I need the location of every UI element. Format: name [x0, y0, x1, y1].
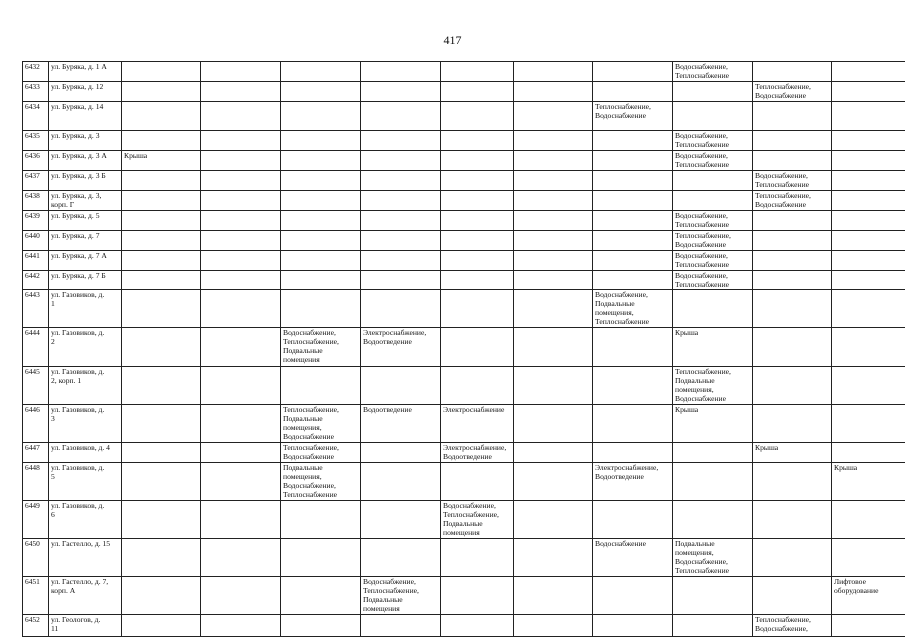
work-type-cell: Водоснабжение, Теплоснабжение, Подвальные помещения [361, 577, 441, 615]
work-type-cell [593, 501, 673, 539]
work-type-cell [122, 171, 201, 191]
work-type-cell [514, 231, 593, 251]
work-type-cell [361, 367, 441, 405]
work-type-cell [122, 211, 201, 231]
work-type-cell: Электроснабжение [441, 405, 514, 443]
address-cell: ул. Буряка, д. 3 А [49, 151, 122, 171]
table-row [23, 62, 905, 82]
work-type-cell [514, 405, 593, 443]
work-type-cell: Водоснабжение, Теплоснабжение, Подвальные помещения [281, 328, 361, 367]
work-type-cell [514, 191, 593, 211]
work-type-cell [361, 271, 441, 290]
work-type-cell: Водоснабжение, Теплоснабжение [673, 62, 753, 82]
work-type-cell [753, 271, 832, 290]
work-type-cell [361, 615, 441, 637]
work-type-cell [832, 328, 905, 367]
row-number-cell: 6436 [23, 151, 49, 171]
row-number-cell: 6449 [23, 501, 49, 539]
address-cell: ул. Гастелло, д. 15 [49, 539, 122, 577]
address-cell: ул. Буряка, д. 3 [49, 131, 122, 151]
work-type-cell [832, 367, 905, 405]
work-type-cell [281, 251, 361, 271]
address-cell: ул. Газовиков, д. 5 [49, 463, 122, 501]
table-row [23, 251, 905, 271]
work-type-cell [281, 151, 361, 171]
work-type-cell: Водоснабжение, Теплоснабжение [673, 151, 753, 171]
work-type-cell [593, 615, 673, 637]
address-cell: ул. Буряка, д. 12 [49, 82, 122, 102]
work-type-cell [593, 62, 673, 82]
work-type-cell [673, 443, 753, 463]
work-type-cell [281, 191, 361, 211]
work-type-cell [441, 367, 514, 405]
work-type-cell: Водоснабжение [593, 539, 673, 577]
work-type-cell [514, 501, 593, 539]
work-type-cell [673, 102, 753, 131]
work-type-cell [122, 577, 201, 615]
work-type-cell [122, 191, 201, 211]
work-type-cell [441, 231, 514, 251]
work-type-cell [281, 102, 361, 131]
work-type-cell [201, 539, 281, 577]
work-type-cell [832, 251, 905, 271]
table-row [23, 501, 905, 539]
row-number-cell: 6435 [23, 131, 49, 151]
work-type-cell [673, 171, 753, 191]
work-type-cell [361, 151, 441, 171]
work-type-cell [122, 615, 201, 637]
work-type-cell [514, 151, 593, 171]
work-type-cell [753, 367, 832, 405]
work-type-cell [753, 62, 832, 82]
row-number-cell: 6442 [23, 271, 49, 290]
address-cell: ул. Геологов, д. 11 [49, 615, 122, 637]
work-type-cell [441, 539, 514, 577]
registry-body [23, 62, 905, 637]
row-number-cell: 6440 [23, 231, 49, 251]
work-type-cell [122, 290, 201, 328]
work-type-cell: Теплоснабжение, Водоснабжение, [753, 615, 832, 637]
work-type-cell [281, 367, 361, 405]
work-type-cell [514, 367, 593, 405]
work-type-cell [593, 131, 673, 151]
work-type-cell [122, 231, 201, 251]
work-type-cell [281, 231, 361, 251]
work-type-cell [361, 290, 441, 328]
work-type-cell [201, 102, 281, 131]
work-type-cell [673, 501, 753, 539]
work-type-cell [201, 367, 281, 405]
work-type-cell [201, 271, 281, 290]
work-type-cell [201, 328, 281, 367]
row-number-cell: 6445 [23, 367, 49, 405]
work-type-cell [832, 102, 905, 131]
work-type-cell [514, 251, 593, 271]
work-type-cell: Электроснабжение, Водоотведение [441, 443, 514, 463]
work-type-cell [753, 231, 832, 251]
work-type-cell: Теплоснабжение, Подвальные помещения, Водоснабжение [281, 405, 361, 443]
work-type-cell [361, 463, 441, 501]
work-type-cell [201, 615, 281, 637]
row-number-cell: 6452 [23, 615, 49, 637]
table-row [23, 290, 905, 328]
row-number-cell: 6451 [23, 577, 49, 615]
table-row [23, 191, 905, 211]
address-cell: ул. Буряка, д. 3 Б [49, 171, 122, 191]
work-type-cell [753, 328, 832, 367]
work-type-cell [753, 211, 832, 231]
work-type-cell [281, 501, 361, 539]
work-type-cell [593, 231, 673, 251]
page-number: 417 [443, 33, 462, 47]
work-type-cell [361, 443, 441, 463]
work-type-cell [361, 82, 441, 102]
work-type-cell [201, 463, 281, 501]
address-cell: ул. Буряка, д. 7 [49, 231, 122, 251]
work-type-cell: Водоснабжение, Подвальные помещения, Теплоснабжение [593, 290, 673, 328]
work-type-cell [201, 62, 281, 82]
work-type-cell [832, 443, 905, 463]
work-type-cell [441, 211, 514, 231]
work-type-cell [122, 501, 201, 539]
work-type-cell [753, 539, 832, 577]
work-type-cell [514, 211, 593, 231]
work-type-cell [281, 577, 361, 615]
work-type-cell: Лифтовое оборудование [832, 577, 905, 615]
work-type-cell [201, 251, 281, 271]
work-type-cell [201, 131, 281, 151]
work-type-cell [281, 615, 361, 637]
work-type-cell [201, 577, 281, 615]
work-type-cell [832, 131, 905, 151]
work-type-cell [832, 539, 905, 577]
table-row [23, 82, 905, 102]
table-row [23, 271, 905, 290]
work-type-cell [281, 271, 361, 290]
work-type-cell [361, 171, 441, 191]
work-type-cell [361, 251, 441, 271]
work-type-cell [753, 463, 832, 501]
work-type-cell [361, 501, 441, 539]
work-type-cell: Водоснабжение, Теплоснабжение [673, 271, 753, 290]
work-type-cell [514, 290, 593, 328]
work-type-cell [122, 62, 201, 82]
table-row [23, 577, 905, 615]
work-type-cell [593, 405, 673, 443]
work-type-cell: Теплоснабжение, Водоснабжение [753, 191, 832, 211]
work-type-cell [281, 131, 361, 151]
work-type-cell [753, 577, 832, 615]
row-number-cell: 6439 [23, 211, 49, 231]
work-type-cell [673, 463, 753, 501]
row-number-cell: 6434 [23, 102, 49, 131]
work-type-cell [593, 151, 673, 171]
work-type-cell: Водоснабжение, Теплоснабжение [673, 131, 753, 151]
work-type-cell [673, 290, 753, 328]
address-cell: ул. Буряка, д. 5 [49, 211, 122, 231]
work-type-cell [753, 290, 832, 328]
work-type-cell: Теплоснабжение, Водоснабжение [673, 231, 753, 251]
address-cell: ул. Буряка, д. 3, корп. Г [49, 191, 122, 211]
work-type-cell [281, 539, 361, 577]
work-type-cell [122, 367, 201, 405]
work-type-cell [832, 231, 905, 251]
work-type-cell [514, 463, 593, 501]
work-type-cell: Водоснабжение, Теплоснабжение [673, 211, 753, 231]
table-row [23, 211, 905, 231]
work-type-cell: Электроснабжение, Водоотведение [361, 328, 441, 367]
work-type-cell [593, 577, 673, 615]
registry-table [22, 61, 905, 637]
work-type-cell [281, 211, 361, 231]
work-type-cell [122, 463, 201, 501]
work-type-cell [201, 443, 281, 463]
work-type-cell: Теплоснабжение, Водоснабжение [753, 82, 832, 102]
work-type-cell [201, 151, 281, 171]
table-row [23, 102, 905, 131]
work-type-cell [514, 62, 593, 82]
work-type-cell [514, 171, 593, 191]
address-cell: ул. Газовиков, д. 3 [49, 405, 122, 443]
work-type-cell [441, 102, 514, 131]
row-number-cell: 6448 [23, 463, 49, 501]
work-type-cell [441, 328, 514, 367]
work-type-cell [514, 443, 593, 463]
row-number-cell: 6450 [23, 539, 49, 577]
work-type-cell: Подвальные помещения, Водоснабжение, Теплоснабжение [673, 539, 753, 577]
address-cell: ул. Буряка, д. 1 А [49, 62, 122, 82]
table-row [23, 131, 905, 151]
work-type-cell [122, 539, 201, 577]
work-type-cell [122, 271, 201, 290]
work-type-cell [361, 102, 441, 131]
work-type-cell [361, 191, 441, 211]
work-type-cell [753, 131, 832, 151]
work-type-cell: Крыша [832, 463, 905, 501]
work-type-cell [441, 463, 514, 501]
row-number-cell: 6441 [23, 251, 49, 271]
work-type-cell: Подвальные помещения, Водоснабжение, Теплоснабжение [281, 463, 361, 501]
address-cell: ул. Газовиков, д. 1 [49, 290, 122, 328]
work-type-cell [753, 151, 832, 171]
table-row [23, 443, 905, 463]
address-cell: ул. Газовиков, д. 2, корп. 1 [49, 367, 122, 405]
table-row [23, 539, 905, 577]
work-type-cell: Водоснабжение, Теплоснабжение [753, 171, 832, 191]
work-type-cell [441, 251, 514, 271]
work-type-cell [281, 62, 361, 82]
work-type-cell [832, 171, 905, 191]
work-type-cell [441, 271, 514, 290]
work-type-cell: Водоснабжение, Теплоснабжение, Подвальные помещения [441, 501, 514, 539]
work-type-cell [753, 501, 832, 539]
work-type-cell: Электроснабжение, Водоотведение [593, 463, 673, 501]
address-cell: ул. Газовиков, д. 2 [49, 328, 122, 367]
work-type-cell [201, 231, 281, 251]
work-type-cell: Водоотведение [361, 405, 441, 443]
work-type-cell: Крыша [673, 405, 753, 443]
work-type-cell [832, 211, 905, 231]
row-number-cell: 6447 [23, 443, 49, 463]
work-type-cell [673, 577, 753, 615]
address-cell: ул. Гастелло, д. 7, корп. А [49, 577, 122, 615]
address-cell: ул. Газовиков, д. 4 [49, 443, 122, 463]
work-type-cell [832, 271, 905, 290]
work-type-cell [673, 615, 753, 637]
work-type-cell [832, 405, 905, 443]
work-type-cell [832, 82, 905, 102]
work-type-cell [201, 290, 281, 328]
work-type-cell [122, 328, 201, 367]
work-type-cell [281, 290, 361, 328]
row-number-cell: 6437 [23, 171, 49, 191]
work-type-cell [441, 131, 514, 151]
address-cell: ул. Буряка, д. 7 А [49, 251, 122, 271]
work-type-cell [122, 102, 201, 131]
row-number-cell: 6446 [23, 405, 49, 443]
work-type-cell [441, 577, 514, 615]
work-type-cell [441, 191, 514, 211]
work-type-cell [673, 82, 753, 102]
table-row [23, 151, 905, 171]
address-cell: ул. Буряка, д. 7 Б [49, 271, 122, 290]
work-type-cell [441, 290, 514, 328]
work-type-cell [673, 191, 753, 211]
row-number-cell: 6432 [23, 62, 49, 82]
work-type-cell [441, 615, 514, 637]
work-type-cell [122, 131, 201, 151]
work-type-cell [593, 171, 673, 191]
row-number-cell: 6443 [23, 290, 49, 328]
work-type-cell: Теплоснабжение, Водоснабжение [593, 102, 673, 131]
work-type-cell: Крыша [122, 151, 201, 171]
table-row [23, 615, 905, 637]
work-type-cell [361, 231, 441, 251]
work-type-cell [593, 191, 673, 211]
work-type-cell [122, 251, 201, 271]
work-type-cell [514, 131, 593, 151]
work-type-cell [514, 328, 593, 367]
work-type-cell [514, 82, 593, 102]
work-type-cell [514, 539, 593, 577]
table-row [23, 367, 905, 405]
work-type-cell [122, 443, 201, 463]
work-type-cell [201, 405, 281, 443]
table-row [23, 463, 905, 501]
work-type-cell [441, 171, 514, 191]
work-type-cell [593, 82, 673, 102]
work-type-cell [514, 102, 593, 131]
address-cell: ул. Газовиков, д. 6 [49, 501, 122, 539]
work-type-cell [832, 62, 905, 82]
work-type-cell: Теплоснабжение, Водоснабжение [281, 443, 361, 463]
work-type-cell [593, 367, 673, 405]
work-type-cell [832, 191, 905, 211]
work-type-cell [593, 271, 673, 290]
work-type-cell [201, 211, 281, 231]
work-type-cell [361, 131, 441, 151]
work-type-cell [753, 102, 832, 131]
row-number-cell: 6433 [23, 82, 49, 102]
work-type-cell [593, 211, 673, 231]
work-type-cell [593, 443, 673, 463]
work-type-cell [441, 151, 514, 171]
work-type-cell [122, 405, 201, 443]
table-row [23, 405, 905, 443]
work-type-cell: Крыша [753, 443, 832, 463]
work-type-cell [753, 405, 832, 443]
work-type-cell [201, 191, 281, 211]
work-type-cell [514, 271, 593, 290]
table-row [23, 231, 905, 251]
work-type-cell [514, 615, 593, 637]
work-type-cell [281, 82, 361, 102]
work-type-cell [832, 151, 905, 171]
work-type-cell [201, 82, 281, 102]
work-type-cell [753, 251, 832, 271]
work-type-cell: Теплоснабжение, Подвальные помещения, Водоснабжение [673, 367, 753, 405]
work-type-cell [281, 171, 361, 191]
work-type-cell [593, 251, 673, 271]
work-type-cell [201, 501, 281, 539]
work-type-cell: Водоснабжение, Теплоснабжение [673, 251, 753, 271]
work-type-cell [122, 82, 201, 102]
work-type-cell [593, 328, 673, 367]
work-type-cell [832, 501, 905, 539]
row-number-cell: 6444 [23, 328, 49, 367]
work-type-cell [361, 211, 441, 231]
work-type-cell [361, 539, 441, 577]
work-type-cell [832, 615, 905, 637]
work-type-cell [441, 62, 514, 82]
work-type-cell: Крыша [673, 328, 753, 367]
address-cell: ул. Буряка, д. 14 [49, 102, 122, 131]
table-row [23, 328, 905, 367]
work-type-cell [514, 577, 593, 615]
work-type-cell [832, 290, 905, 328]
work-type-cell [201, 171, 281, 191]
row-number-cell: 6438 [23, 191, 49, 211]
work-type-cell [361, 62, 441, 82]
work-type-cell [441, 82, 514, 102]
table-row [23, 171, 905, 191]
